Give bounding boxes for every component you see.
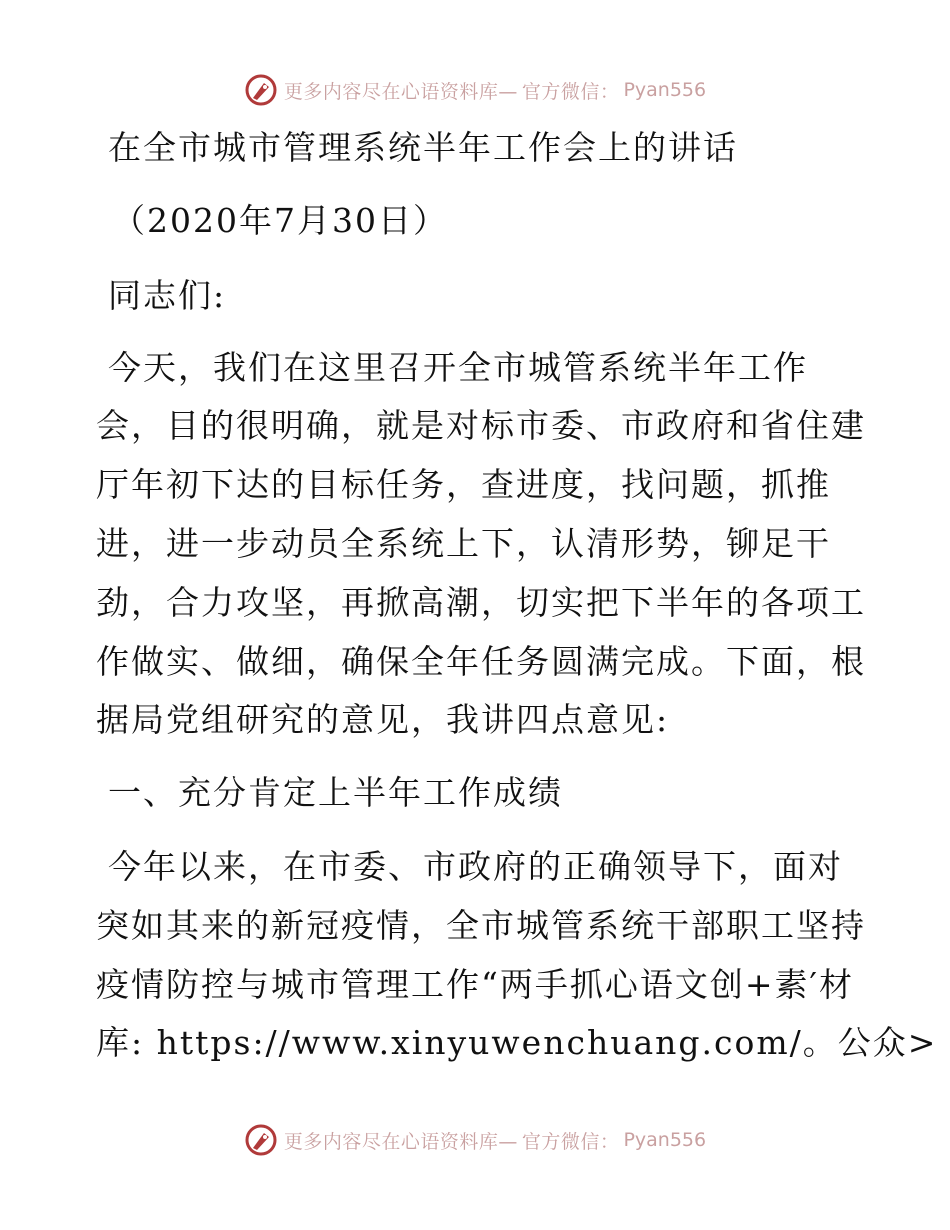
paragraph-line: 今天，我们在这里召开全市城管系统半年工作 [108,348,808,387]
section-heading: 一、充分肯定上半年工作成绩 [108,773,563,812]
pen-nib-circle-icon [244,1123,278,1157]
paragraph-line: 库: https://www.xinyuwenchuang.com/。公众> [96,1023,938,1062]
paragraph-line: 劲，合力攻坚，再掀高潮，切实把下半年的各项工 [96,583,866,622]
watermark-banner-top [0,70,950,110]
watermark-banner-bottom [0,1120,950,1160]
paragraph-line: 作做实、做细，确保全年任务圆满完成。下面，根 [96,642,866,681]
paragraph-line: 据局党组研究的意见，我讲四点意见: [96,700,670,739]
watermark-wechat-id: Pyan556 [623,79,707,101]
paragraph-line: 厅年初下达的目标任务，查进度，找问题，抓推 [96,465,831,504]
paragraph-line: 今年以来，在市委、市政府的正确领导下，面对 [108,847,843,886]
paragraph-line: 进，进一步动员全系统上下，认清形势，铆足干 [96,524,831,563]
watermark-text: 更多内容尽在心语资料库— [283,80,518,103]
pen-nib-circle-icon [244,73,278,107]
watermark-wechat-label: 官方微信： [521,1130,620,1153]
watermark-wechat-label: 官方微信： [521,80,620,103]
document-date: （2020年7月30日） [112,201,448,240]
document-title: 在全市城市管理系统半年工作会上的讲话 [108,128,738,167]
paragraph-line: 疫情防控与城市管理工作“两手抓心语文创+素′材 [96,965,855,1004]
watermark-wechat-id: Pyan556 [623,1129,707,1151]
salutation: 同志们: [108,276,227,315]
paragraph-line: 会，目的很明确，就是对标市委、市政府和省住建 [96,406,866,445]
watermark-text: 更多内容尽在心语资料库— [283,1130,518,1153]
paragraph-line: 突如其来的新冠疫情，全市城管系统干部职工坚持 [96,906,866,945]
